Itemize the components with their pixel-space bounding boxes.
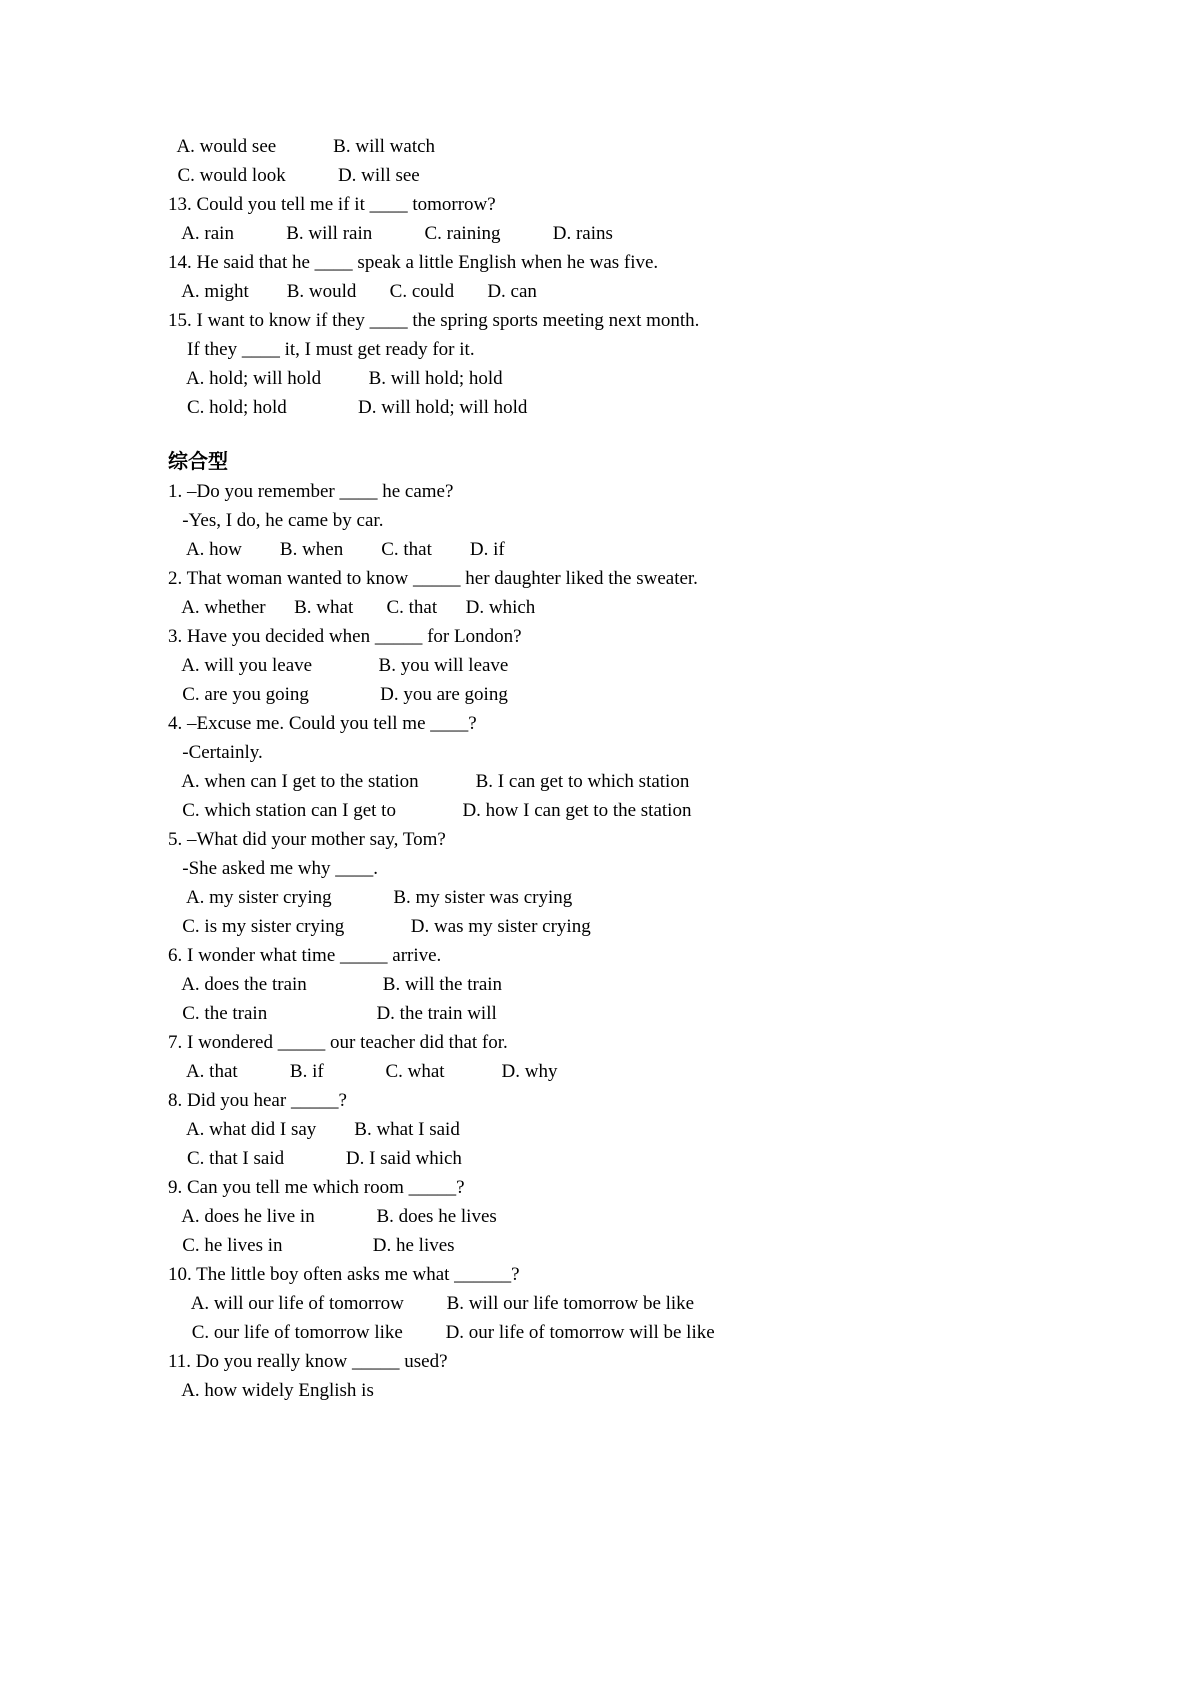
- option-line: A. might B. would C. could D. can: [168, 281, 537, 302]
- question-line: 8. Did you hear _____?: [168, 1090, 347, 1111]
- option-line: A. rain B. will rain C. raining D. rains: [168, 223, 613, 244]
- option-line: C. would look D. will see: [168, 165, 420, 186]
- section-heading: 综合型: [168, 451, 228, 473]
- question-line: 14. He said that he ____ speak a little English when he was five.: [168, 252, 659, 273]
- question-line: 13. Could you tell me if it ____ tomorrow?: [168, 194, 496, 215]
- option-line: C. which station can I get to D. how I can get to the station: [168, 800, 692, 821]
- option-line: A. what did I say B. what I said: [168, 1119, 460, 1140]
- option-line: A. when can I get to the station B. I can get to which station: [168, 771, 690, 792]
- option-line: C. he lives in D. he lives: [168, 1235, 455, 1256]
- option-line: A. does he live in B. does he lives: [168, 1206, 497, 1227]
- question-line: -Yes, I do, he came by car.: [168, 510, 384, 531]
- question-line: If they ____ it, I must get ready for it.: [168, 339, 475, 360]
- question-line: -Certainly.: [168, 742, 263, 763]
- question-line: -She asked me why ____.: [168, 858, 379, 879]
- option-line: C. our life of tomorrow like D. our life of tomorrow will be like: [168, 1322, 715, 1343]
- question-line: 6. I wonder what time _____ arrive.: [168, 945, 442, 966]
- blank-line: [168, 422, 1140, 448]
- option-line: A. does the train B. will the train: [168, 974, 503, 995]
- option-line: C. the train D. the train will: [168, 1003, 497, 1024]
- question-line: 4. –Excuse me. Could you tell me ____?: [168, 713, 477, 734]
- question-line: 9. Can you tell me which room _____?: [168, 1177, 465, 1198]
- option-line: A. hold; will hold B. will hold; hold: [168, 368, 503, 389]
- option-line: C. is my sister crying D. was my sister crying: [168, 916, 591, 937]
- question-line: 5. –What did your mother say, Tom?: [168, 829, 446, 850]
- question-line: 10. The little boy often asks me what ______?: [168, 1264, 520, 1285]
- option-line: A. would see B. will watch: [168, 136, 436, 157]
- question-line: 7. I wondered _____ our teacher did that for.: [168, 1032, 508, 1053]
- question-line: 2. That woman wanted to know _____ her daughter liked the sweater.: [168, 568, 698, 589]
- question-line: 15. I want to know if they ____ the spring sports meeting next month.: [168, 310, 700, 331]
- option-line: A. will our life of tomorrow B. will our life tomorrow be like: [168, 1293, 695, 1314]
- option-line: A. whether B. what C. that D. which: [168, 597, 536, 618]
- option-line: A. my sister crying B. my sister was crying: [168, 887, 573, 908]
- option-line: A. how widely English is: [168, 1380, 374, 1401]
- option-line: C. that I said D. I said which: [168, 1148, 462, 1169]
- option-line: A. how B. when C. that D. if: [168, 539, 505, 560]
- option-line: C. are you going D. you are going: [168, 684, 508, 705]
- option-line: A. will you leave B. you will leave: [168, 655, 509, 676]
- option-line: C. hold; hold D. will hold; will hold: [168, 397, 528, 418]
- question-line: 3. Have you decided when _____ for London?: [168, 626, 522, 647]
- question-line: 1. –Do you remember ____ he came?: [168, 481, 454, 502]
- document-body: [168, 132, 1140, 1405]
- option-line: A. that B. if C. what D. why: [168, 1061, 558, 1082]
- question-line: 11. Do you really know _____ used?: [168, 1351, 448, 1372]
